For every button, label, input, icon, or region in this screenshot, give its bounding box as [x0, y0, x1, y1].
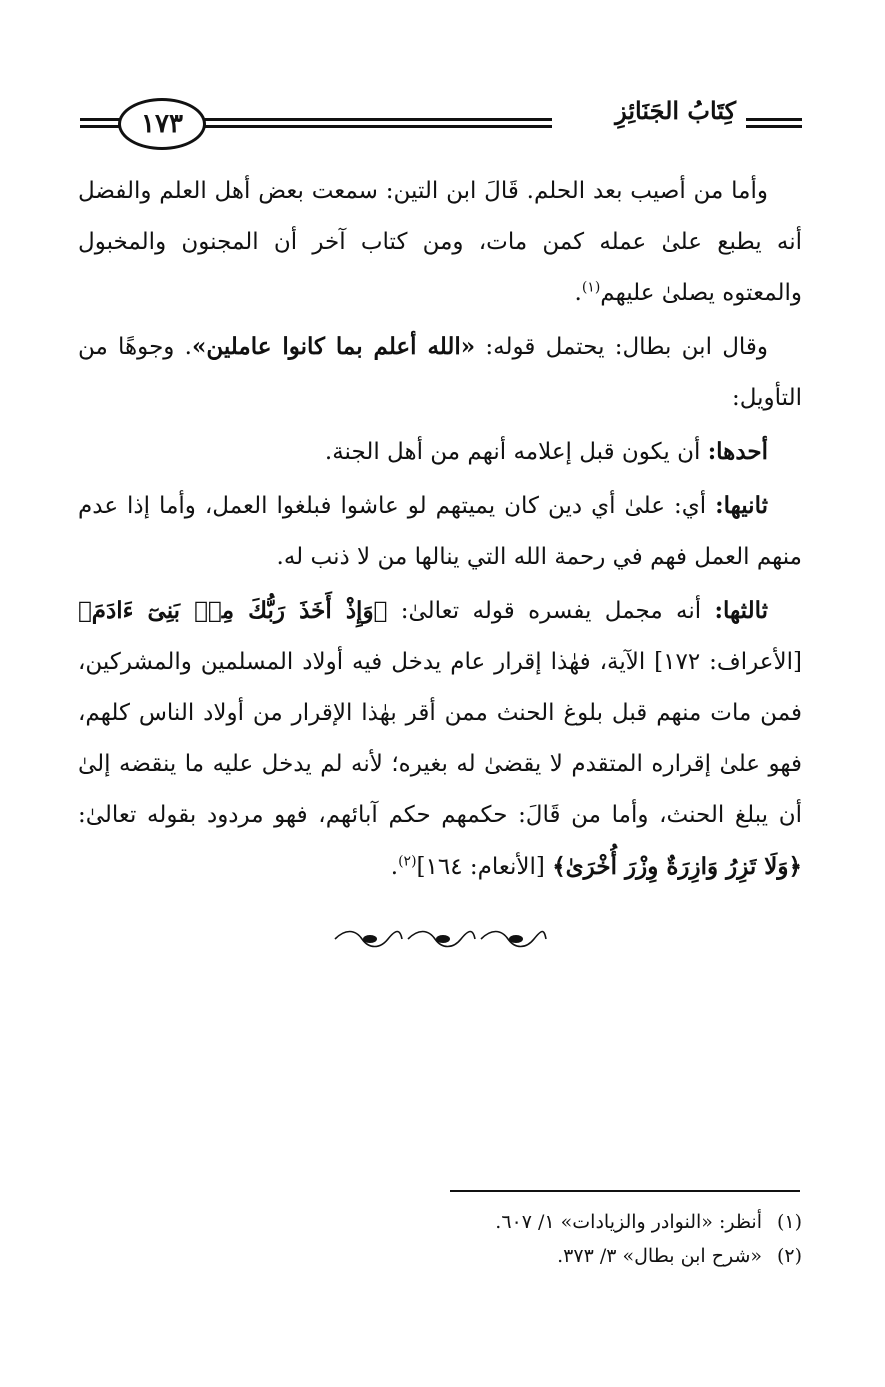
quran-verse: ﴿وَلَا تَزِرُ وَازِرَةٌ وِزْرَ أُخْرَىٰ﴾: [552, 853, 802, 880]
point-label: أحدها:: [707, 438, 768, 465]
footnote-text: «شرح ابن بطال» ٣/ ٣٧٣.: [557, 1245, 762, 1267]
main-text: [78, 166, 802, 893]
point-label: ثانيها:: [715, 492, 768, 519]
page-number: ١٧٣: [118, 98, 206, 150]
footnote-separator: [450, 1190, 800, 1192]
footnote-ref: (١): [581, 279, 601, 296]
paragraph-text: وأما من أصيب بعد الحلم. قَالَ ابن التين: سمعت بعض أهل العلم والفضل أنه يطبع علىٰ عمله كمن مات، ومن كتاب آخر أن المجنون والمخبول والمعتوه يصلىٰ عليهم: [78, 178, 802, 306]
page-header: [80, 96, 802, 156]
chapter-title: كِتَابُ الجَنَائِزِ: [615, 96, 736, 125]
paragraph-text: . وجوهًا من التأويل:: [78, 334, 802, 411]
point-label: ثالثها:: [714, 597, 768, 624]
header-rule: [80, 118, 120, 121]
paragraph: [78, 166, 802, 319]
footnote: [382, 1205, 802, 1239]
footnote-ref: (٢): [398, 853, 417, 870]
footnote-number: (٢): [776, 1245, 802, 1267]
footnote: [382, 1239, 802, 1273]
paragraph-text: [الأنعام: ١٦٤]: [416, 854, 553, 880]
header-rule: [746, 125, 802, 128]
footnote-text: أنظر: «النوادر والزيادات» ١/ ٦٠٧.: [495, 1211, 762, 1233]
section-ornament: [330, 926, 550, 952]
quran-verse: ﴿وَإِذْ أَخَذَ رَبُّكَ مِنۢ بَنِىٓ ءَادَمَ﴾: [78, 597, 388, 624]
paragraph: [78, 585, 802, 893]
footnotes: [382, 1205, 802, 1273]
header-rule: [200, 125, 552, 128]
paragraph-text: وقال ابن بطال: يحتمل قوله:: [475, 334, 769, 360]
footnote-number: (١): [776, 1211, 802, 1233]
paragraph-text: [الأعراف: ١٧٢] الآية، فهٰذا إقرار عام يدخل فيه أولاد المسلمين والمشركين، فمن مات منهم قبل بلوغ الحنث ممن أقر بهٰذا الإقرار من أولاد الناس كلهم، فهو علىٰ إقراره المتقدم لا يقضىٰ له بغيره؛ لأنه لم يدخل عليه ما ينقضه إلىٰ أن يبلغ الحنث، وأما من قَالَ: حكمهم حكم آبائهم، فهو مردود بقوله تعالىٰ:: [78, 649, 802, 828]
paragraph-text: أنه مجمل يفسره قوله تعالىٰ:: [387, 598, 715, 624]
paragraph-text: أي: علىٰ أي دين كان يميتهم لو عاشوا فبلغوا العمل، وأما إذا عدم منهم العمل فهم في رحمة الله التي ينالها من لا ذنب له.: [78, 493, 802, 570]
header-rule: [200, 118, 552, 121]
header-rule: [746, 118, 802, 121]
hadith-quote: «الله أعلم بما كانوا عاملين»: [191, 333, 476, 360]
header-rule: [80, 125, 120, 128]
period: .: [574, 280, 582, 306]
paragraph: [78, 321, 802, 424]
paragraph: [78, 480, 802, 583]
period: .: [390, 854, 399, 880]
paragraph: [78, 426, 802, 478]
paragraph-text: أن يكون قبل إعلامه أنهم من أهل الجنة.: [324, 439, 708, 465]
